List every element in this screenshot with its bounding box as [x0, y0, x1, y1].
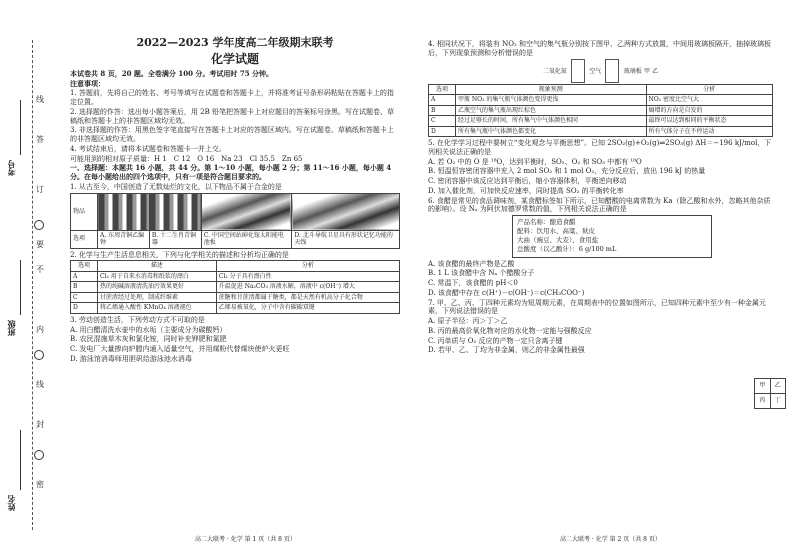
- label-line: 总酸度（以乙酸计）：6 g/100 mL: [517, 245, 617, 254]
- q5-option: B. 恒温恒容密闭容器中充入 2 mol SO₂ 和 1 mol O₂，充分反应后，放出 196 kJ 的热量: [428, 167, 706, 176]
- q3-option: D. 游泳馆消毒师用胆矾给游泳池水消毒: [70, 354, 192, 363]
- gas-jar-icon: [605, 59, 619, 83]
- q6-option: C. 常温下，该食醋的 pH＜0: [428, 279, 518, 287]
- table-cell: 最终可以达到相同的平衡状态: [646, 116, 773, 127]
- fig-label: 乙: [652, 67, 659, 75]
- table-header: 描述: [98, 261, 217, 272]
- q5-option: A. 若 O₂ 中的 O 是 ¹⁸O，达到平衡时，SO₂、O₂ 和 SO₃ 中都有 ¹⁸O: [428, 157, 642, 166]
- atomic-mass: 可能用到的相对原子质量：H 1 C 12 O 16 Na 23 Cl 35.5 Zn 65: [70, 154, 303, 163]
- table-cell: A: [71, 271, 98, 282]
- table-row: [71, 271, 400, 282]
- fig-label: 甲: [643, 67, 650, 75]
- margin-word: 订: [36, 185, 44, 194]
- class-label: 班级: [6, 320, 16, 336]
- question-6: 6. 食醋是常见的食品调味剂，某食醋标签如下所示，已知醋酸的电离常数为 Ka（除乙酸和水外，忽略其他杂质的影响）。设 Nₐ 为阿伏加德罗常数的值，下列相关说法正确的是: [428, 196, 771, 214]
- table-cell: 蔗糖和甘蔗渣都属于糖类，都是天然有机高分子化合物: [216, 292, 399, 303]
- label-line: 配料：饮用水、高粱、麸皮: [517, 227, 595, 236]
- table-cell: C: [71, 292, 98, 303]
- q6-option: D. 该食醋中存在 c(H⁺)－c(OH⁻)＝c(CH₃COO⁻): [428, 288, 585, 297]
- caution-item: 3. 非选择题的作答：用黑色签字笔直接写在答题卡上对应的答题区域内。写在试题卷、草稿纸和答题卡上的非答题区域均无效。: [70, 126, 394, 143]
- grid-cell: 丁: [770, 394, 786, 409]
- page-1-footer: 高二大联考 · 化学 第 1 页（共 8 页）: [195, 536, 296, 543]
- q3-option: A. 用白醋清洗水壶中的水垢（主要成分为碳酸钙）: [70, 325, 227, 334]
- margin-word: 答: [36, 135, 44, 144]
- page-1: [70, 36, 400, 365]
- table-cell: Cl₂ 分子具有漂白性: [216, 271, 399, 282]
- exam-subtitle: 化学试题: [210, 51, 259, 66]
- binding-dashed-line: [32, 40, 33, 530]
- section-heading: 一、选择题：本题共 16 小题，共 44 分。第 1～10 小题，每小题 2 分；第 11～16 小题，每小题 4 分。在每小题给出的四个选项中，只有一项是符合题目要求的。: [70, 163, 392, 181]
- q7-option: A. 原子半径：丙＞丁＞乙: [428, 317, 508, 325]
- margin-word: 封: [36, 420, 44, 429]
- q5-option: D. 加入催化剂，可加快反应速率，同时提高 SO₂ 的平衡转化率: [428, 186, 624, 195]
- q1-option: D. 北斗导航卫星具有形状记忆功能的天线: [292, 230, 400, 248]
- margin-word: 线: [36, 380, 44, 389]
- q6-option: A. 该食醋的最终产物是乙酸: [428, 259, 515, 268]
- table-cell: 所有集气瓶中气体颜色都变化: [456, 126, 647, 137]
- table-cell: 所有气体分子在不停运动: [646, 126, 773, 137]
- q2-table: [70, 260, 400, 314]
- binding-circle: [34, 220, 44, 230]
- table-cell: 乙烯易被氧化，分子中含有碳碳双键: [216, 303, 399, 314]
- table-cell: D: [71, 303, 98, 314]
- margin-word: 不: [36, 265, 44, 274]
- table-cell: 甲瓶 NO₂ 的集气瓶气体颜色变得更浅: [456, 95, 647, 106]
- exam-note: 本试卷共 8 页，20 题。全卷满分 100 分。考试用时 75 分钟。: [70, 68, 274, 78]
- class-field: [20, 260, 21, 315]
- periodic-grid: [754, 378, 786, 409]
- q1-row-label: 物品: [71, 193, 98, 230]
- page-2: [428, 40, 773, 356]
- q4-table: [428, 84, 773, 138]
- q7-option: D. 若甲、乙、丁均为非金属，则乙的非金属性最强: [428, 346, 585, 355]
- q7-option: B. 丙的最高价氧化物对应的水化物一定能与强酸反应: [428, 326, 592, 335]
- question-1: 1. 从古至今，中国创造了无数灿烂的文化，以下物品不属于合金的是: [70, 182, 282, 191]
- binding-margin: [0, 0, 60, 551]
- q1-row-label: 选项: [71, 230, 98, 248]
- table-cell: 甘蔗渣经过处理，制成纤维素: [98, 292, 217, 303]
- table-row: [429, 126, 773, 137]
- table-header: 分析: [646, 84, 773, 95]
- table-cell: 将乙烯通入酸性 KMnO₄ 溶液褪色: [98, 303, 217, 314]
- margin-word: 线: [36, 95, 44, 104]
- solar-panel-image: [201, 193, 292, 230]
- table-cell: B: [429, 105, 456, 116]
- table-cell: B: [71, 282, 98, 293]
- fig-label: 二氧化氮: [542, 67, 567, 75]
- name-field: [20, 430, 21, 490]
- table-row: [429, 105, 773, 116]
- margin-word: 内: [36, 325, 44, 334]
- gas-jar-icon: [571, 59, 585, 83]
- question-2: 2. 化学与生产生活息息相关，下列与化学相关的描述和分析均正确的是: [70, 250, 289, 259]
- page-2-footer: 高二大联考 · 化学 第 2 页（共 8 页）: [560, 536, 661, 543]
- grid-cell: 丙: [755, 394, 771, 409]
- q4-figure: [428, 59, 773, 83]
- table-cell: 热的纯碱溶液清洗油污效果更好: [98, 282, 217, 293]
- table-cell: A: [429, 95, 456, 106]
- question-5: 5. 在化学学习过程中要树立“变化观念与平衡思想”。已知 2SO₂(g)+O₂(g)⇌2SO₃(g) ΔH＝−196 kJ/mol，下列相关说法正确的是: [428, 139, 772, 156]
- fig-label: 玻璃板: [623, 67, 642, 75]
- vinegar-label-box: [512, 215, 712, 258]
- table-row: [429, 95, 773, 106]
- table-cell: 经过足够长的时间，所有集气中气体颜色相同: [456, 116, 647, 127]
- grid-cell: 乙: [770, 379, 786, 394]
- name-label: 姓名: [6, 495, 16, 511]
- caution-title: 注意事项：: [70, 78, 105, 88]
- caution-item: 1. 答题前，先将自己的姓名、考号等填写在试题卷和答题卡上，并将准考证号条形码粘贴在答题卡上的指定位置。: [70, 89, 394, 106]
- question-7: 7. 甲、乙、丙、丁四种元素均为短周期元素，在周期表中的位置如图所示，已知四种元素中至少有一种金属元素，下列说法错误的是: [428, 298, 766, 316]
- label-line: 产品名称：酿造食醋: [517, 218, 576, 226]
- table-row: [71, 292, 400, 303]
- table-cell: C: [429, 116, 456, 127]
- q1-option: C. 中国空间站砷化镓太阳能电池板: [201, 230, 292, 248]
- q3-option: B. 农民混施草木灰和氯化铵，同时补充钾肥和氮肥: [70, 335, 227, 344]
- q3-option: C. 发电厂大量掺向炉膛内通入适量空气，并用煤粉代替煤块使炉火更旺: [70, 345, 290, 353]
- table-cell: 乙瓶空气的集气瓶出现红棕色: [456, 105, 647, 116]
- table-header: 选项: [71, 261, 98, 272]
- table-row: [71, 303, 400, 314]
- table-cell: 升温促进 Na₂CO₃ 溶液水解，溶液中 c(OH⁻) 增大: [216, 282, 399, 293]
- q1-option: A. 东周青铜乙编钟: [98, 230, 150, 248]
- table-cell: D: [429, 126, 456, 137]
- q7-option: C. 丙单质与 O₂ 反应的产物一定只含离子键: [428, 336, 563, 345]
- label-line: 大曲（豌豆、大麦）、食用盐: [517, 236, 599, 245]
- exam-number-label: 考号: [6, 160, 16, 176]
- table-header: 现象预测: [456, 84, 647, 95]
- fig-label: 空气: [589, 67, 602, 75]
- caution-item: 4. 考试结束后，请将本试题卷和答题卡一并上交。: [70, 144, 226, 153]
- q6-option: B. 1 L 该食醋中含 Nₐ 个醋酸分子: [428, 269, 535, 278]
- binding-circle: [34, 350, 44, 360]
- table-row: [429, 116, 773, 127]
- q1-option: B. 十二生肖青铜器: [149, 230, 201, 248]
- table-cell: NO₂ 密度比空气大: [646, 95, 773, 106]
- table-row: [71, 282, 400, 293]
- table-cell: 熵增的方向是自发的: [646, 105, 773, 116]
- q5-option: C. 密闭容器中该反应达到平衡后，缩小容器体积，平衡逆向移动: [428, 177, 627, 185]
- table-header: 分析: [216, 261, 399, 272]
- zodiac-bronze-image: [149, 193, 201, 230]
- satellite-antenna-image: [292, 193, 400, 230]
- bronze-bells-image: [98, 193, 150, 230]
- question-3: 3. 劳动创造生活，下列劳动方式不可取的是: [70, 315, 205, 324]
- table-header: 选项: [429, 84, 456, 95]
- question-4: 4. 相同状况下，将装有 NO₂ 和空气的集气瓶分别按下图甲、乙两种方式放置，中间用玻璃板隔开，抽掉玻璃板后，下列现象预测和分析错误的是: [428, 40, 772, 57]
- q1-table: [70, 193, 400, 249]
- margin-word: 要: [36, 240, 44, 249]
- caution-item: 2. 选择题的作答：选出每小题答案后，用 2B 铅笔把答题卡上对应题目的答案标号涂黑。写在试题卷、草稿纸和答题卡上的非答题区域均无效。: [70, 107, 394, 125]
- exam-title: 2022—2023 学年度高二年级期末联考: [136, 36, 334, 49]
- binding-circle: [34, 450, 44, 460]
- exam-number-field: [20, 100, 21, 155]
- table-cell: Cl₂ 用于自来水消毒和纸浆的漂白: [98, 271, 217, 282]
- grid-cell: 甲: [755, 379, 771, 394]
- margin-word: 密: [36, 480, 44, 489]
